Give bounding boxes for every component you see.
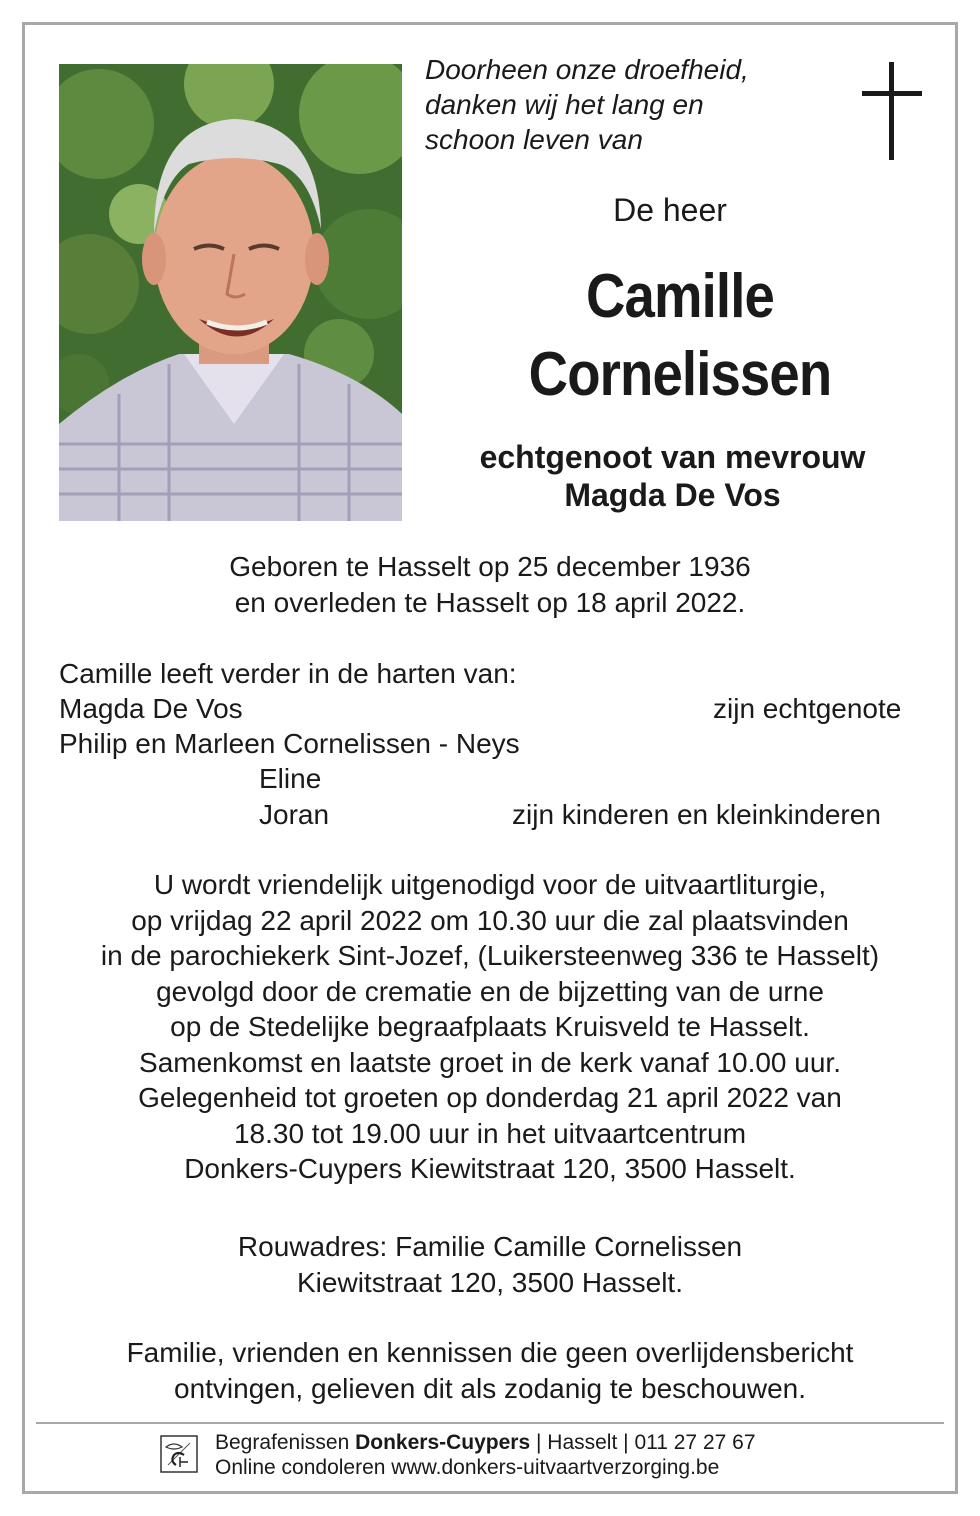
footer-line-1	[215, 1430, 756, 1455]
cross-icon	[862, 62, 922, 160]
spouse-name: Magda De Vos	[564, 477, 781, 513]
family-children-role: zijn kinderen en kleinkinderen	[512, 799, 881, 830]
birth-line: Geboren te Hasselt op 25 december 1936	[229, 551, 751, 582]
footer-prefix: Begrafenissen	[215, 1431, 356, 1454]
salutation: De heer	[613, 192, 727, 228]
invitation-line: U wordt vriendelijk uitgenodigd voor de uitvaartliturgie,	[153, 869, 827, 900]
address-line: Kiewitstraat 120, 3500 Hasselt.	[297, 1266, 683, 1298]
invitation-line: Donkers-Cuypers Kiewitstraat 120, 3500 Hasselt.	[184, 1153, 796, 1184]
family-grandchild: Joran	[259, 799, 330, 830]
family-heading: Camille leeft verder in de harten van:	[59, 658, 517, 689]
footer-phone: 011 27 27 67	[634, 1431, 756, 1454]
invitation-line: Samenkomst en laatste groet in de kerk vanaf 10.00 uur.	[139, 1046, 841, 1078]
notice-line: ontvingen, gelieven dit als zodanig te beschouwen.	[174, 1372, 806, 1404]
invitation-text	[40, 867, 940, 1187]
intro-line: Doorheen onze droefheid,	[425, 54, 749, 85]
last-name: Cornelissen	[528, 340, 832, 409]
mourning-address	[40, 1229, 940, 1300]
portrait-photo	[59, 64, 402, 521]
invitation-line: in de parochiekerk Sint-Jozef, (Luikersteenweg 336 te Hasselt)	[100, 940, 880, 971]
spouse-info	[420, 438, 925, 514]
footer-separator: |	[530, 1431, 548, 1454]
address-line: Rouwadres: Familie Camille Cornelissen	[237, 1231, 743, 1262]
footer-online-condolence: Online condoleren www.donkers-uitvaartverzorging.be	[215, 1456, 720, 1479]
birth-death-info	[40, 549, 940, 620]
footer-separator: |	[617, 1431, 635, 1454]
invitation-line: op de Stedelijke begraafplaats Kruisveld te Hasselt.	[170, 1011, 810, 1042]
footer-company: Donkers-Cuypers	[355, 1431, 531, 1454]
notice-line: Familie, vrienden en kennissen die geen overlijdensbericht	[126, 1337, 854, 1368]
intro-line: danken wij het lang en	[425, 89, 704, 120]
footer-info	[215, 1430, 756, 1480]
family-spouse-name: Magda De Vos	[59, 693, 243, 724]
deceased-name	[504, 258, 856, 414]
first-name: Camille	[586, 262, 774, 331]
notice-text	[40, 1335, 940, 1406]
intro-line: schoon leven van	[425, 124, 643, 155]
footer-divider	[36, 1422, 944, 1424]
intro-text	[425, 52, 845, 157]
family-spouse-role: zijn echtgenote	[713, 693, 902, 724]
funeral-home-logo-icon	[160, 1435, 198, 1473]
spouse-line: echtgenoot van mevrouw	[479, 439, 866, 475]
invitation-line: gevolgd door de crematie en de bijzetting van de urne	[156, 975, 824, 1007]
invitation-line: 18.30 tot 19.00 uur in het uitvaartcentrum	[233, 1117, 747, 1149]
footer-city: Hasselt	[547, 1431, 618, 1454]
family-grandchild: Eline	[259, 763, 322, 794]
invitation-line: op vrijdag 22 april 2022 om 10.30 uur die zal plaatsvinden	[131, 904, 849, 936]
invitation-line: Gelegenheid tot groeten op donderdag 21 april 2022 van	[138, 1082, 842, 1113]
death-line: en overleden te Hasselt op 18 april 2022.	[234, 586, 746, 618]
family-children: Philip en Marleen Cornelissen - Neys	[59, 728, 520, 759]
